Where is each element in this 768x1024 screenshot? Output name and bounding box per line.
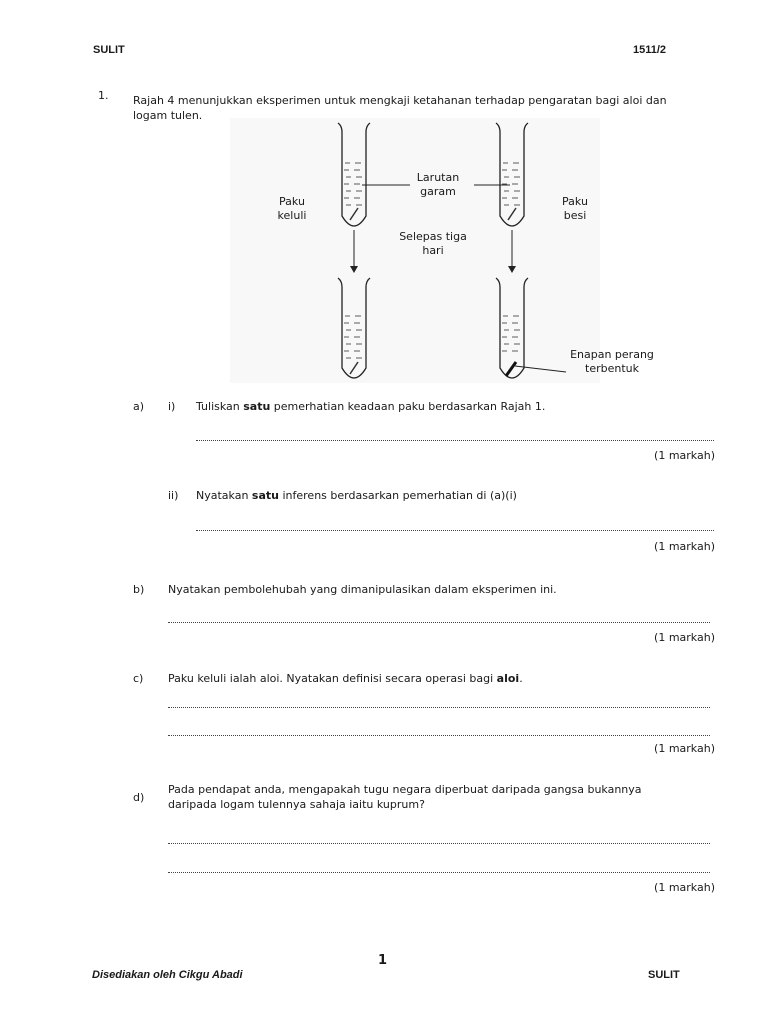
answer-line-aii[interactable] [196, 530, 714, 531]
footer-left: Disediakan oleh Cikgu Abadi [92, 969, 243, 981]
label-paku-keluli-line2: keluli [277, 209, 307, 222]
part-d-line2: daripada logam tulennya sahaja iaitu kuprum? [168, 798, 425, 811]
footer-right: SULIT [648, 969, 680, 981]
part-aii-label: ii) [168, 489, 179, 502]
part-c-pre: Paku keluli ialah aloi. Nyatakan definisi secara operasi bagi [168, 672, 497, 685]
part-ai-pre: Tuliskan [196, 400, 244, 413]
label-paku-besi [553, 195, 597, 223]
part-b-text: Nyatakan pembolehubah yang dimanipulasikan dalam eksperimen ini. [168, 583, 557, 596]
part-d-label: d) [133, 791, 145, 804]
part-a-label: a) [133, 400, 145, 413]
part-b-label: b) [133, 583, 145, 596]
header-left: SULIT [93, 44, 125, 56]
marks-c: (1 markah) [654, 742, 715, 755]
part-aii-pre: Nyatakan [196, 489, 252, 502]
part-ai-text [196, 399, 545, 414]
label-enapan-perang [562, 348, 662, 376]
header-right: 1511/2 [633, 44, 667, 56]
label-paku-besi-line2: besi [563, 209, 587, 222]
label-enapan-line1: Enapan perang [570, 348, 654, 361]
label-selepas-line2: hari [422, 244, 444, 257]
label-paku-besi-line1: Paku [562, 195, 588, 208]
answer-line-d1[interactable] [168, 843, 710, 844]
part-c-text [168, 671, 523, 686]
label-paku-keluli-line1: Paku [279, 195, 305, 208]
label-selepas-tiga-hari [393, 230, 473, 258]
part-c-label: c) [133, 672, 144, 685]
answer-line-c2[interactable] [168, 735, 710, 736]
marks-d: (1 markah) [654, 881, 715, 894]
label-larutan-line2: garam [420, 185, 456, 198]
part-c-post: . [519, 672, 523, 685]
question-intro-line1: Rajah 4 menunjukkan eksperimen untuk mengkaji ketahanan terhadap pengaratan bagi aloi dan [133, 94, 667, 107]
label-paku-keluli [270, 195, 314, 223]
answer-line-b[interactable] [168, 622, 710, 623]
part-aii-text [196, 488, 517, 503]
label-selepas-line1: Selepas tiga [399, 230, 467, 243]
page-number: 1 [378, 953, 388, 968]
answer-line-ai[interactable] [196, 440, 714, 441]
part-aii-bold: satu [251, 489, 279, 502]
answer-line-d2[interactable] [168, 872, 710, 873]
part-ai-label: i) [168, 400, 176, 413]
label-larutan-line1: Larutan [416, 171, 460, 184]
part-d-line1: Pada pendapat anda, mengapakah tugu negara diperbuat daripada gangsa bukannya [168, 783, 642, 796]
part-c-bold: aloi [496, 672, 520, 685]
answer-line-c1[interactable] [168, 707, 710, 708]
label-larutan-garam [410, 171, 466, 199]
question-intro-line2: logam tulen. [133, 109, 203, 122]
part-aii-post: inferens berdasarkan pemerhatian di (a)(i) [278, 489, 517, 502]
marks-ai: (1 markah) [654, 449, 715, 462]
marks-b: (1 markah) [654, 631, 715, 644]
question-number: 1. [98, 89, 109, 102]
part-ai-post: pemerhatian keadaan paku berdasarkan Rajah 1. [270, 400, 546, 413]
part-ai-bold: satu [243, 400, 271, 413]
label-enapan-line2: terbentuk [585, 362, 639, 375]
marks-aii: (1 markah) [654, 540, 715, 553]
